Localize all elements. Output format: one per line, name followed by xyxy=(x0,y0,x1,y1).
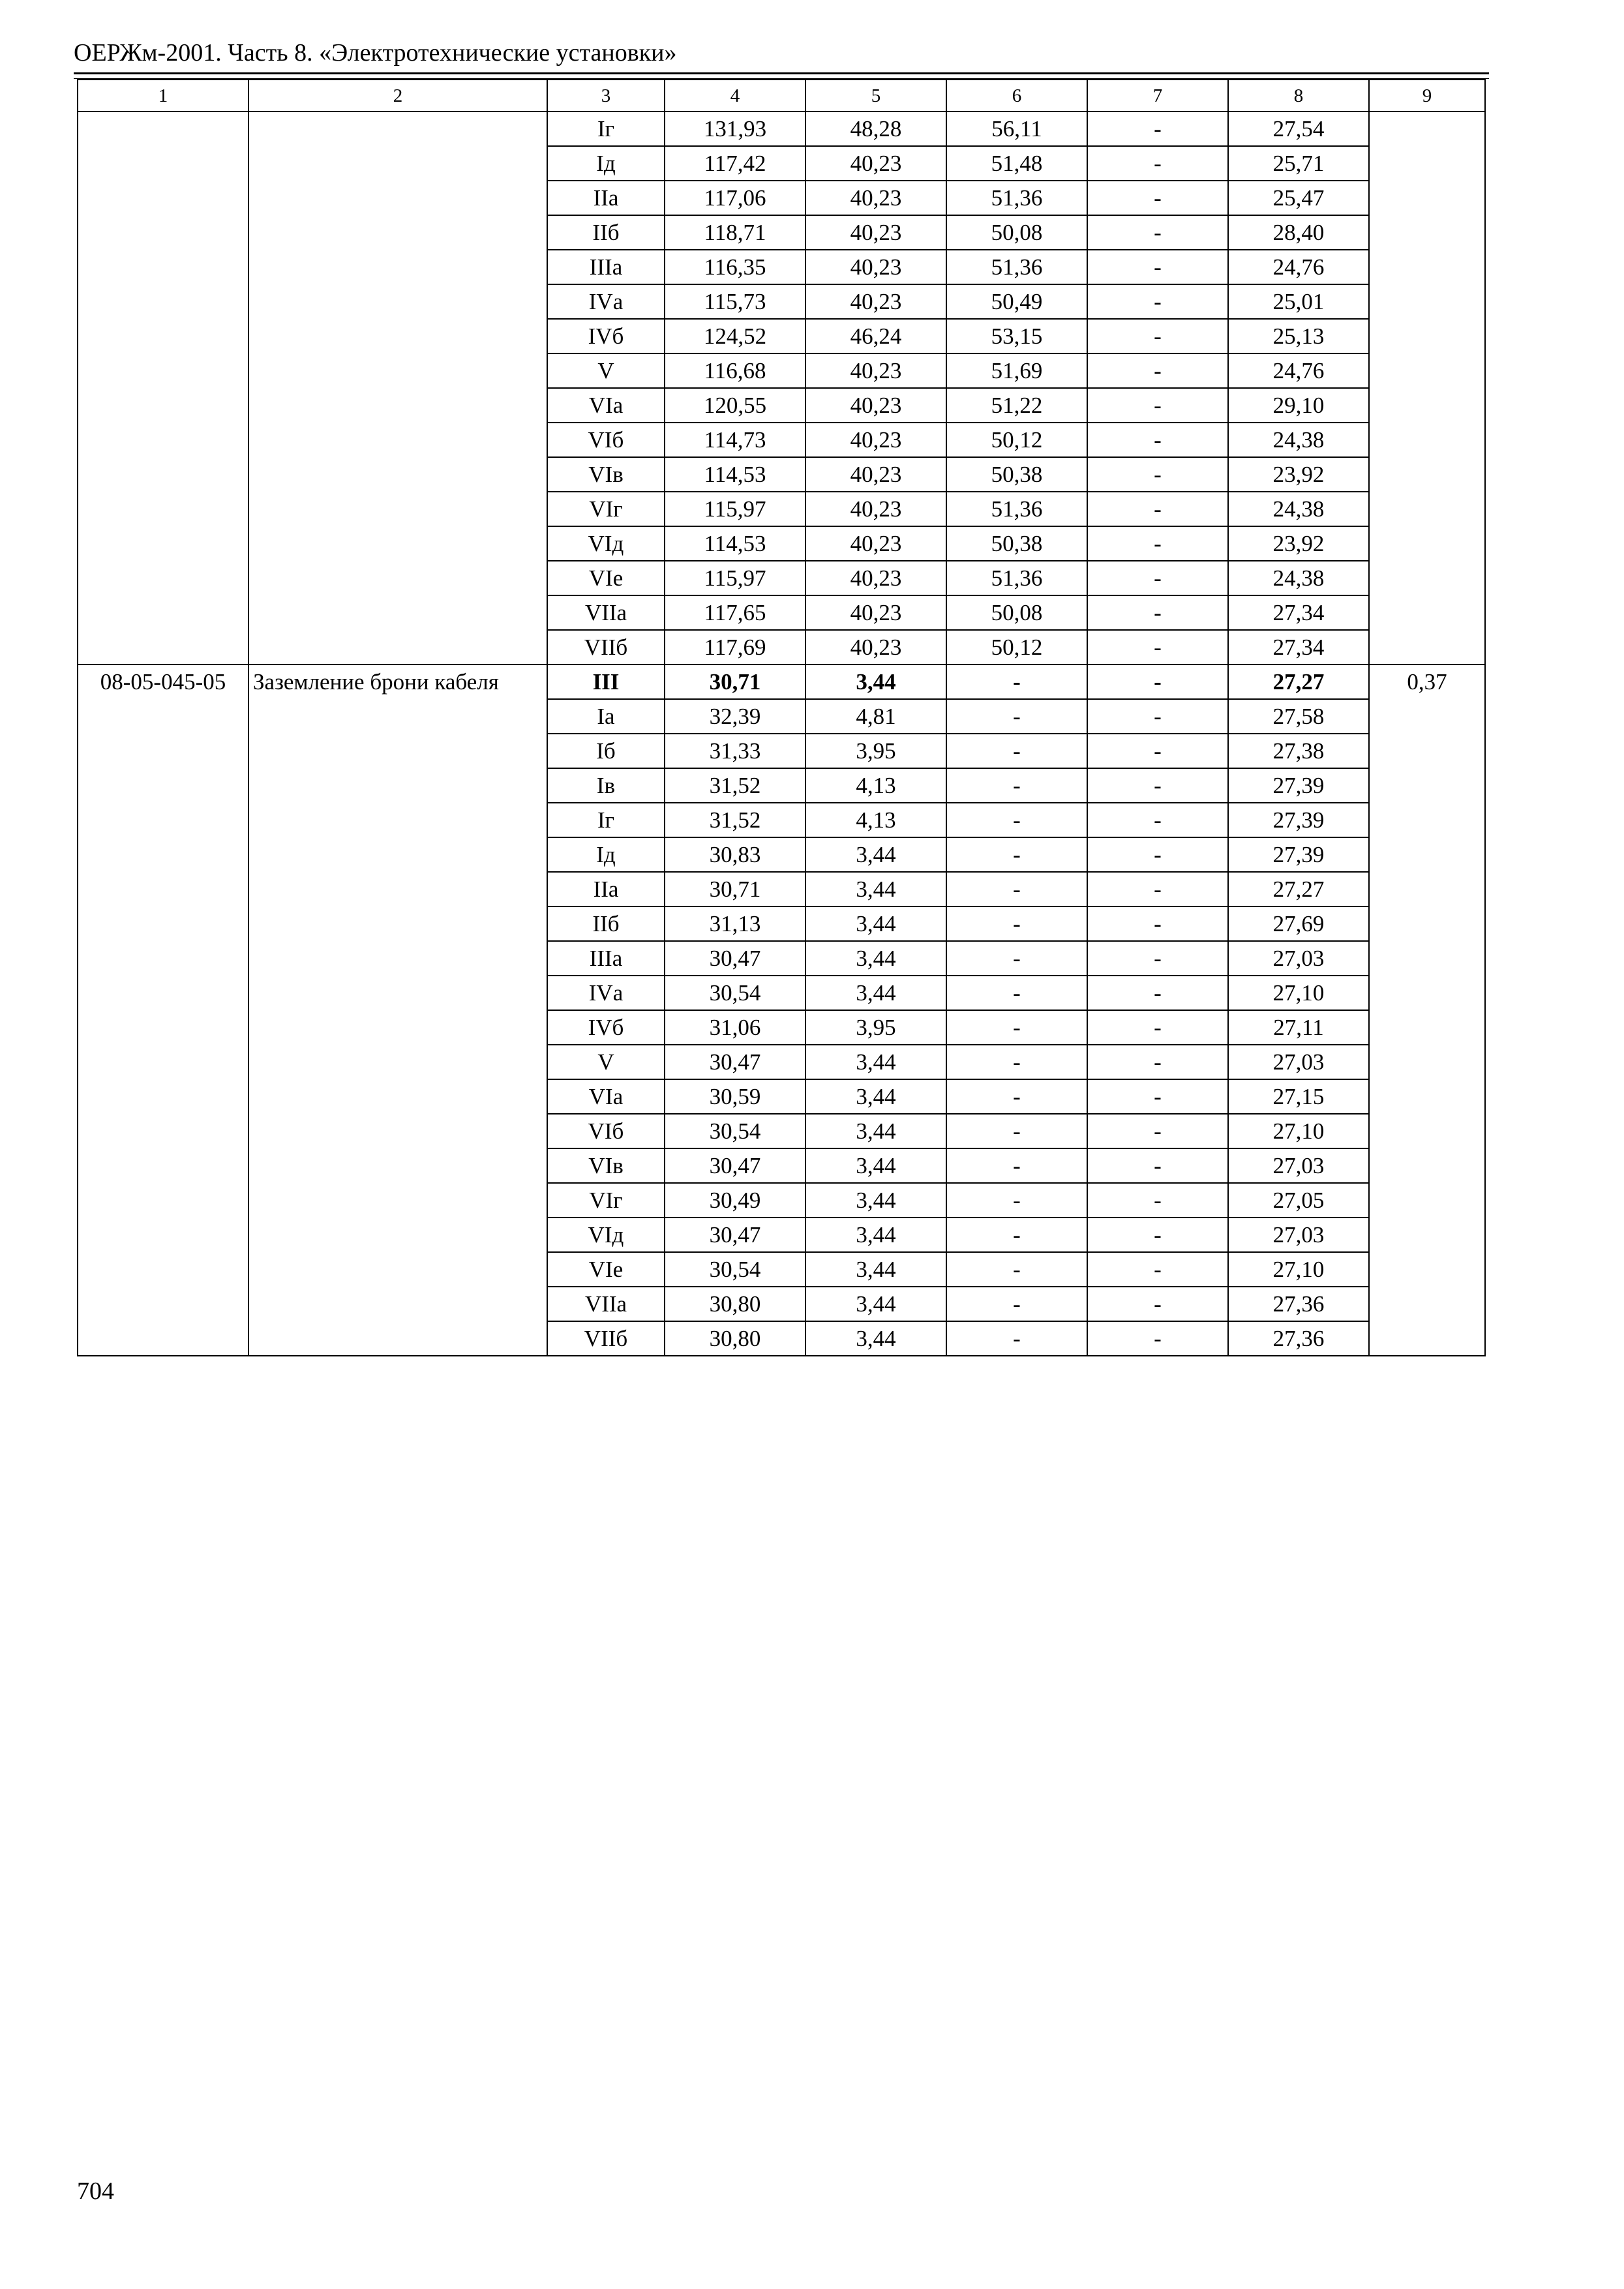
col5-cell: 40,23 xyxy=(805,353,946,388)
col6-cell: 51,22 xyxy=(946,388,1087,423)
column-number: 2 xyxy=(248,80,547,112)
col8-cell: 23,92 xyxy=(1228,457,1369,492)
col6-cell: - xyxy=(946,1079,1087,1114)
zone-cell: VIг xyxy=(547,1183,665,1218)
item-code-cell: 08-05-045-05 xyxy=(78,665,248,1356)
column-number: 5 xyxy=(805,80,946,112)
col6-cell: 51,69 xyxy=(946,353,1087,388)
zone-cell: VIд xyxy=(547,1218,665,1252)
zone-cell: Iа xyxy=(547,699,665,734)
col8-cell: 25,47 xyxy=(1228,181,1369,215)
col5-cell: 3,44 xyxy=(805,1287,946,1321)
col4-cell: 30,54 xyxy=(665,976,805,1010)
col4-cell: 30,49 xyxy=(665,1183,805,1218)
zone-cell: Iд xyxy=(547,146,665,181)
col5-cell: 3,44 xyxy=(805,1045,946,1079)
col7-cell: - xyxy=(1087,561,1228,595)
col8-cell: 24,76 xyxy=(1228,250,1369,284)
col5-cell: 40,23 xyxy=(805,388,946,423)
col7-cell: - xyxy=(1087,699,1228,734)
col6-cell: 50,08 xyxy=(946,595,1087,630)
col4-cell: 30,47 xyxy=(665,1218,805,1252)
col4-cell: 117,06 xyxy=(665,181,805,215)
col5-cell: 3,44 xyxy=(805,1148,946,1183)
col6-cell: 50,38 xyxy=(946,457,1087,492)
col7-cell: - xyxy=(1087,768,1228,803)
col7-cell: - xyxy=(1087,423,1228,457)
column-number: 9 xyxy=(1369,80,1485,112)
item-name-cell xyxy=(248,112,547,665)
column-number: 1 xyxy=(78,80,248,112)
col6-cell: - xyxy=(946,906,1087,941)
zone-cell: VIб xyxy=(547,423,665,457)
col6-cell: - xyxy=(946,1287,1087,1321)
zone-cell: V xyxy=(547,1045,665,1079)
col8-cell: 27,27 xyxy=(1228,872,1369,906)
col7-cell: - xyxy=(1087,837,1228,872)
col7-cell: - xyxy=(1087,526,1228,561)
col8-cell: 27,10 xyxy=(1228,1114,1369,1148)
zone-cell: Iг xyxy=(547,112,665,146)
col4-cell: 30,54 xyxy=(665,1114,805,1148)
col6-cell: 53,15 xyxy=(946,319,1087,353)
col7-cell: - xyxy=(1087,215,1228,250)
col4-cell: 30,71 xyxy=(665,665,805,699)
column-number: 4 xyxy=(665,80,805,112)
col7-cell: - xyxy=(1087,388,1228,423)
col7-cell: - xyxy=(1087,872,1228,906)
col8-cell: 23,92 xyxy=(1228,526,1369,561)
zone-cell: VIг xyxy=(547,492,665,526)
col7-cell: - xyxy=(1087,734,1228,768)
col6-cell: 50,49 xyxy=(946,284,1087,319)
zone-cell: IVа xyxy=(547,976,665,1010)
col6-cell: 50,08 xyxy=(946,215,1087,250)
col6-cell: - xyxy=(946,1114,1087,1148)
col8-cell: 24,38 xyxy=(1228,492,1369,526)
col4-cell: 115,97 xyxy=(665,492,805,526)
col4-cell: 124,52 xyxy=(665,319,805,353)
zone-cell: VIа xyxy=(547,388,665,423)
col5-cell: 4,13 xyxy=(805,803,946,837)
column-number: 6 xyxy=(946,80,1087,112)
col6-cell: 51,48 xyxy=(946,146,1087,181)
col7-cell: - xyxy=(1087,665,1228,699)
col6-cell: 51,36 xyxy=(946,561,1087,595)
col8-cell: 27,39 xyxy=(1228,803,1369,837)
col4-cell: 30,80 xyxy=(665,1287,805,1321)
col4-cell: 114,73 xyxy=(665,423,805,457)
col8-cell: 27,27 xyxy=(1228,665,1369,699)
zone-cell: VIIб xyxy=(547,1321,665,1356)
col5-cell: 40,23 xyxy=(805,423,946,457)
zone-cell: VIIа xyxy=(547,595,665,630)
col7-cell: - xyxy=(1087,492,1228,526)
col8-cell: 29,10 xyxy=(1228,388,1369,423)
col4-cell: 117,65 xyxy=(665,595,805,630)
col5-cell: 3,44 xyxy=(805,1114,946,1148)
col5-cell: 4,81 xyxy=(805,699,946,734)
col5-cell: 40,23 xyxy=(805,630,946,665)
col7-cell: - xyxy=(1087,941,1228,976)
col4-cell: 31,52 xyxy=(665,768,805,803)
col6-cell: - xyxy=(946,872,1087,906)
col6-cell: - xyxy=(946,1010,1087,1045)
col5-cell: 40,23 xyxy=(805,181,946,215)
col4-cell: 30,47 xyxy=(665,1045,805,1079)
col5-cell: 40,23 xyxy=(805,457,946,492)
col5-cell: 40,23 xyxy=(805,561,946,595)
zone-cell: IIа xyxy=(547,181,665,215)
col5-cell: 3,44 xyxy=(805,1252,946,1287)
col4-cell: 30,59 xyxy=(665,1079,805,1114)
column-number-row xyxy=(78,80,1485,112)
zone-cell: VIIб xyxy=(547,630,665,665)
col8-cell: 27,03 xyxy=(1228,1148,1369,1183)
col5-cell: 3,44 xyxy=(805,837,946,872)
item-code-cell xyxy=(78,112,248,665)
col9-cell: 0,37 xyxy=(1369,665,1485,1356)
zone-cell: IIIа xyxy=(547,941,665,976)
col7-cell: - xyxy=(1087,630,1228,665)
col7-cell: - xyxy=(1087,1045,1228,1079)
zone-cell: VIб xyxy=(547,1114,665,1148)
col6-cell: 56,11 xyxy=(946,112,1087,146)
col4-cell: 131,93 xyxy=(665,112,805,146)
col4-cell: 114,53 xyxy=(665,526,805,561)
col5-cell: 4,13 xyxy=(805,768,946,803)
col5-cell: 3,95 xyxy=(805,1010,946,1045)
col5-cell: 40,23 xyxy=(805,492,946,526)
col5-cell: 3,95 xyxy=(805,734,946,768)
col4-cell: 30,54 xyxy=(665,1252,805,1287)
col6-cell: 50,12 xyxy=(946,423,1087,457)
col8-cell: 28,40 xyxy=(1228,215,1369,250)
col7-cell: - xyxy=(1087,595,1228,630)
zone-cell: Iв xyxy=(547,768,665,803)
col8-cell: 27,03 xyxy=(1228,1045,1369,1079)
col6-cell: - xyxy=(946,1321,1087,1356)
header-rule xyxy=(74,72,1489,79)
col7-cell: - xyxy=(1087,1321,1228,1356)
col4-cell: 116,68 xyxy=(665,353,805,388)
column-number: 8 xyxy=(1228,80,1369,112)
col7-cell: - xyxy=(1087,250,1228,284)
zone-cell: VIе xyxy=(547,561,665,595)
col6-cell: - xyxy=(946,976,1087,1010)
col6-cell: 51,36 xyxy=(946,250,1087,284)
col5-cell: 46,24 xyxy=(805,319,946,353)
zone-cell: VIд xyxy=(547,526,665,561)
item-name-cell: Заземление брони кабеля xyxy=(248,665,547,1356)
col4-cell: 30,47 xyxy=(665,1148,805,1183)
col7-cell: - xyxy=(1087,1218,1228,1252)
col7-cell: - xyxy=(1087,353,1228,388)
col7-cell: - xyxy=(1087,1010,1228,1045)
col8-cell: 27,38 xyxy=(1228,734,1369,768)
col5-cell: 3,44 xyxy=(805,906,946,941)
col4-cell: 114,53 xyxy=(665,457,805,492)
col8-cell: 25,71 xyxy=(1228,146,1369,181)
col7-cell: - xyxy=(1087,803,1228,837)
col8-cell: 27,54 xyxy=(1228,112,1369,146)
col8-cell: 27,39 xyxy=(1228,768,1369,803)
zone-cell: Iд xyxy=(547,837,665,872)
col4-cell: 117,42 xyxy=(665,146,805,181)
col6-cell: 51,36 xyxy=(946,492,1087,526)
col5-cell: 3,44 xyxy=(805,941,946,976)
column-number: 7 xyxy=(1087,80,1228,112)
col8-cell: 27,36 xyxy=(1228,1321,1369,1356)
col8-cell: 27,10 xyxy=(1228,976,1369,1010)
zone-cell: Iб xyxy=(547,734,665,768)
zone-cell: VIе xyxy=(547,1252,665,1287)
col4-cell: 31,13 xyxy=(665,906,805,941)
zone-cell: III xyxy=(547,665,665,699)
col7-cell: - xyxy=(1087,906,1228,941)
col6-cell: 50,12 xyxy=(946,630,1087,665)
col4-cell: 31,33 xyxy=(665,734,805,768)
col5-cell: 40,23 xyxy=(805,215,946,250)
col6-cell: - xyxy=(946,768,1087,803)
col5-cell: 40,23 xyxy=(805,595,946,630)
col5-cell: 3,44 xyxy=(805,665,946,699)
col4-cell: 117,69 xyxy=(665,630,805,665)
col4-cell: 116,35 xyxy=(665,250,805,284)
col7-cell: - xyxy=(1087,976,1228,1010)
col5-cell: 40,23 xyxy=(805,284,946,319)
page-header-title: ОЕРЖм-2001. Часть 8. «Электротехнические установки» xyxy=(74,39,677,67)
zone-cell: IIа xyxy=(547,872,665,906)
zone-cell: V xyxy=(547,353,665,388)
col6-cell: - xyxy=(946,734,1087,768)
col7-cell: - xyxy=(1087,1148,1228,1183)
col6-cell: - xyxy=(946,941,1087,976)
col4-cell: 115,97 xyxy=(665,561,805,595)
col4-cell: 30,71 xyxy=(665,872,805,906)
col8-cell: 27,05 xyxy=(1228,1183,1369,1218)
col4-cell: 30,80 xyxy=(665,1321,805,1356)
col8-cell: 27,34 xyxy=(1228,630,1369,665)
col6-cell: - xyxy=(946,1252,1087,1287)
col5-cell: 3,44 xyxy=(805,976,946,1010)
col8-cell: 25,13 xyxy=(1228,319,1369,353)
col6-cell: - xyxy=(946,1045,1087,1079)
col5-cell: 40,23 xyxy=(805,526,946,561)
col5-cell: 40,23 xyxy=(805,250,946,284)
col8-cell: 27,58 xyxy=(1228,699,1369,734)
col6-cell: - xyxy=(946,837,1087,872)
col8-cell: 27,03 xyxy=(1228,1218,1369,1252)
col6-cell: - xyxy=(946,665,1087,699)
col6-cell: 50,38 xyxy=(946,526,1087,561)
col5-cell: 3,44 xyxy=(805,1079,946,1114)
zone-cell: IVа xyxy=(547,284,665,319)
norms-table xyxy=(77,79,1486,1356)
col6-cell: - xyxy=(946,1148,1087,1183)
col4-cell: 115,73 xyxy=(665,284,805,319)
col8-cell: 27,34 xyxy=(1228,595,1369,630)
zone-cell: VIв xyxy=(547,1148,665,1183)
col8-cell: 27,36 xyxy=(1228,1287,1369,1321)
col8-cell: 25,01 xyxy=(1228,284,1369,319)
col4-cell: 120,55 xyxy=(665,388,805,423)
zone-cell: IIIа xyxy=(547,250,665,284)
col8-cell: 27,15 xyxy=(1228,1079,1369,1114)
zone-cell: IIб xyxy=(547,906,665,941)
col8-cell: 27,03 xyxy=(1228,941,1369,976)
col8-cell: 24,38 xyxy=(1228,423,1369,457)
col7-cell: - xyxy=(1087,284,1228,319)
col7-cell: - xyxy=(1087,1079,1228,1114)
col4-cell: 118,71 xyxy=(665,215,805,250)
zone-cell: VIIа xyxy=(547,1287,665,1321)
col5-cell: 3,44 xyxy=(805,1218,946,1252)
col7-cell: - xyxy=(1087,1114,1228,1148)
zone-cell: VIа xyxy=(547,1079,665,1114)
col5-cell: 48,28 xyxy=(805,112,946,146)
table-body xyxy=(78,80,1485,1356)
zone-cell: VIв xyxy=(547,457,665,492)
zone-cell: Iг xyxy=(547,803,665,837)
col7-cell: - xyxy=(1087,319,1228,353)
table-row xyxy=(78,665,1485,699)
col5-cell: 3,44 xyxy=(805,1183,946,1218)
col5-cell: 40,23 xyxy=(805,146,946,181)
column-number: 3 xyxy=(547,80,665,112)
table-row xyxy=(78,112,1485,146)
col8-cell: 24,38 xyxy=(1228,561,1369,595)
col4-cell: 31,52 xyxy=(665,803,805,837)
col7-cell: - xyxy=(1087,1183,1228,1218)
col7-cell: - xyxy=(1087,146,1228,181)
col7-cell: - xyxy=(1087,457,1228,492)
zone-cell: IVб xyxy=(547,319,665,353)
col5-cell: 3,44 xyxy=(805,1321,946,1356)
col7-cell: - xyxy=(1087,181,1228,215)
col8-cell: 27,69 xyxy=(1228,906,1369,941)
col6-cell: - xyxy=(946,803,1087,837)
col6-cell: - xyxy=(946,1183,1087,1218)
zone-cell: IVб xyxy=(547,1010,665,1045)
col6-cell: - xyxy=(946,1218,1087,1252)
col7-cell: - xyxy=(1087,1287,1228,1321)
col4-cell: 32,39 xyxy=(665,699,805,734)
page-number: 704 xyxy=(77,2177,114,2205)
col6-cell: - xyxy=(946,699,1087,734)
col4-cell: 30,47 xyxy=(665,941,805,976)
col8-cell: 27,10 xyxy=(1228,1252,1369,1287)
zone-cell: IIб xyxy=(547,215,665,250)
col4-cell: 30,83 xyxy=(665,837,805,872)
col7-cell: - xyxy=(1087,1252,1228,1287)
col5-cell: 3,44 xyxy=(805,872,946,906)
col6-cell: 51,36 xyxy=(946,181,1087,215)
col8-cell: 27,39 xyxy=(1228,837,1369,872)
col4-cell: 31,06 xyxy=(665,1010,805,1045)
col7-cell: - xyxy=(1087,112,1228,146)
col8-cell: 27,11 xyxy=(1228,1010,1369,1045)
col9-cell xyxy=(1369,112,1485,665)
col8-cell: 24,76 xyxy=(1228,353,1369,388)
